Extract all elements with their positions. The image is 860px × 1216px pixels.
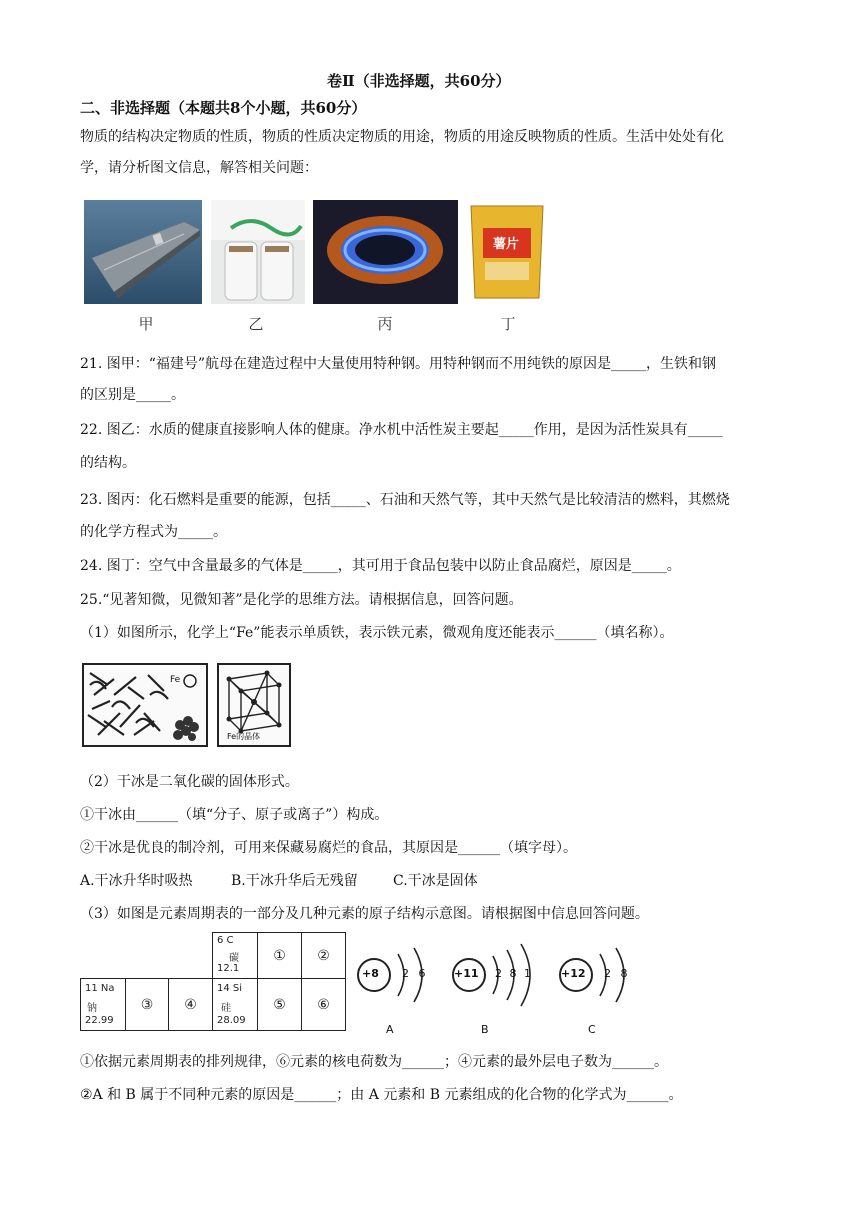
iron-micro-image <box>82 663 208 747</box>
water-purifier-image <box>211 200 305 304</box>
volume-title: 卷Ⅱ（非选择题，共60分） <box>327 72 511 90</box>
q23-line-1: 23. 图丙：化石燃料是重要的能源，包括_____、石油和天然气等，其中天然气是比较清洁的燃料，其燃烧 <box>80 492 730 508</box>
atom-c-electrons: 2 8 <box>604 967 628 980</box>
cell-5: ⑤ <box>257 978 302 1031</box>
q25-part-2: （2）干冰是二氧化碳的固体形式。 <box>80 774 299 790</box>
caption-ding: 丁 <box>500 315 516 333</box>
option-c: C.干冰是固体 <box>393 873 478 889</box>
q23-line-2: 的化学方程式为_____。 <box>80 524 227 540</box>
atom-diagram-a <box>354 940 444 1040</box>
q25-part-1: （1）如图所示，化学上“Fe”能表示单质铁，表示铁元素，微观角度还能表示______（填名称）。 <box>80 625 674 641</box>
atom-b-label: B <box>481 1023 489 1036</box>
q25-part-2-2: ②干冰是优良的制冷剂，可用来保藏易腐烂的食品，其原因是______（填字母）。 <box>80 840 577 856</box>
cell-6: ⑥ <box>301 978 346 1031</box>
intro-line-2: 学，请分析图文信息，解答相关问题： <box>80 160 318 176</box>
aircraft-carrier-image <box>84 200 202 304</box>
atom-c-label: C <box>588 1023 596 1036</box>
option-b: B.干冰升华后无残留 <box>231 873 358 889</box>
cell-silicon: 14 Si 硅 28.09 <box>212 978 258 1031</box>
intro-line-1: 物质的结构决定物质的性质，物质的性质决定物质的用途，物质的用途反映物质的性质。生活中处处有化 <box>80 129 724 145</box>
atom-diagram-b <box>449 940 549 1040</box>
q25-part-3: （3）如图是元素周期表的一部分及几种元素的原子结构示意图。请根据图中信息回答问题。 <box>80 906 649 922</box>
atom-b-electrons: 2 8 1 <box>495 967 531 980</box>
q22-line-1: 22. 图乙：水质的健康直接影响人体的健康。净水机中活性炭主要起_____作用，是因为活性炭具有_____ <box>80 422 723 438</box>
option-a: A.干冰升华时吸热 <box>80 873 193 889</box>
atom-a-nucleus: +8 <box>362 967 379 980</box>
chips-bag-image <box>465 200 549 304</box>
cell-sodium: 11 Na 钠 22.99 <box>80 978 126 1031</box>
section-title: 二、非选择题（本题共8个小题，共60分） <box>80 99 367 117</box>
cell-3: ③ <box>125 978 169 1031</box>
gas-flame-image <box>313 200 458 304</box>
fe-crystal-label: Fe的晶体 <box>227 732 261 741</box>
cell-carbon: 6 C 碳 12.1 <box>212 932 258 979</box>
atom-diagram-c <box>556 940 646 1040</box>
atom-a-label: A <box>386 1023 394 1036</box>
q22-line-2: 的结构。 <box>80 455 136 471</box>
q24-line: 24. 图丁：空气中含量最多的气体是_____，其可用于食品包装中以防止食品腐烂，原因是_____。 <box>80 558 681 574</box>
q25-part-2-1: ①干冰由______（填“分子、原子或离子”）构成。 <box>80 807 389 823</box>
cell-2: ② <box>301 932 346 979</box>
caption-bing: 丙 <box>377 315 393 333</box>
q25-part-3-1: ①依据元素周期表的排列规律，⑥元素的核电荷数为______；④元素的最外层电子数为______。 <box>80 1054 668 1070</box>
atom-a-electrons: 2 6 <box>402 967 426 980</box>
cell-4: ④ <box>168 978 213 1031</box>
cell-1: ① <box>257 932 302 979</box>
caption-jia: 甲 <box>138 315 154 333</box>
atom-c-nucleus: +12 <box>561 967 586 980</box>
q25-stem: 25.“见著知微，见微知著”是化学的思维方法。请根据信息，回答问题。 <box>80 592 523 608</box>
atom-b-nucleus: +11 <box>454 967 479 980</box>
q21-line-1: 21. 图甲：“福建号”航母在建造过程中大量使用特种钢。用特种钢而不用纯铁的原因是_____，生铁和钢 <box>80 356 717 372</box>
fe-symbol-label: Fe <box>170 675 181 685</box>
q25-part-3-2: ②A 和 B 属于不同种元素的原因是______；由 A 元素和 B 元素组成的化合物的化学式为______。 <box>80 1087 683 1103</box>
q21-line-2: 的区别是_____。 <box>80 387 185 403</box>
caption-yi: 乙 <box>248 315 264 333</box>
chips-bag-label: 薯片 <box>493 237 520 252</box>
iron-crystal-image <box>217 663 291 747</box>
